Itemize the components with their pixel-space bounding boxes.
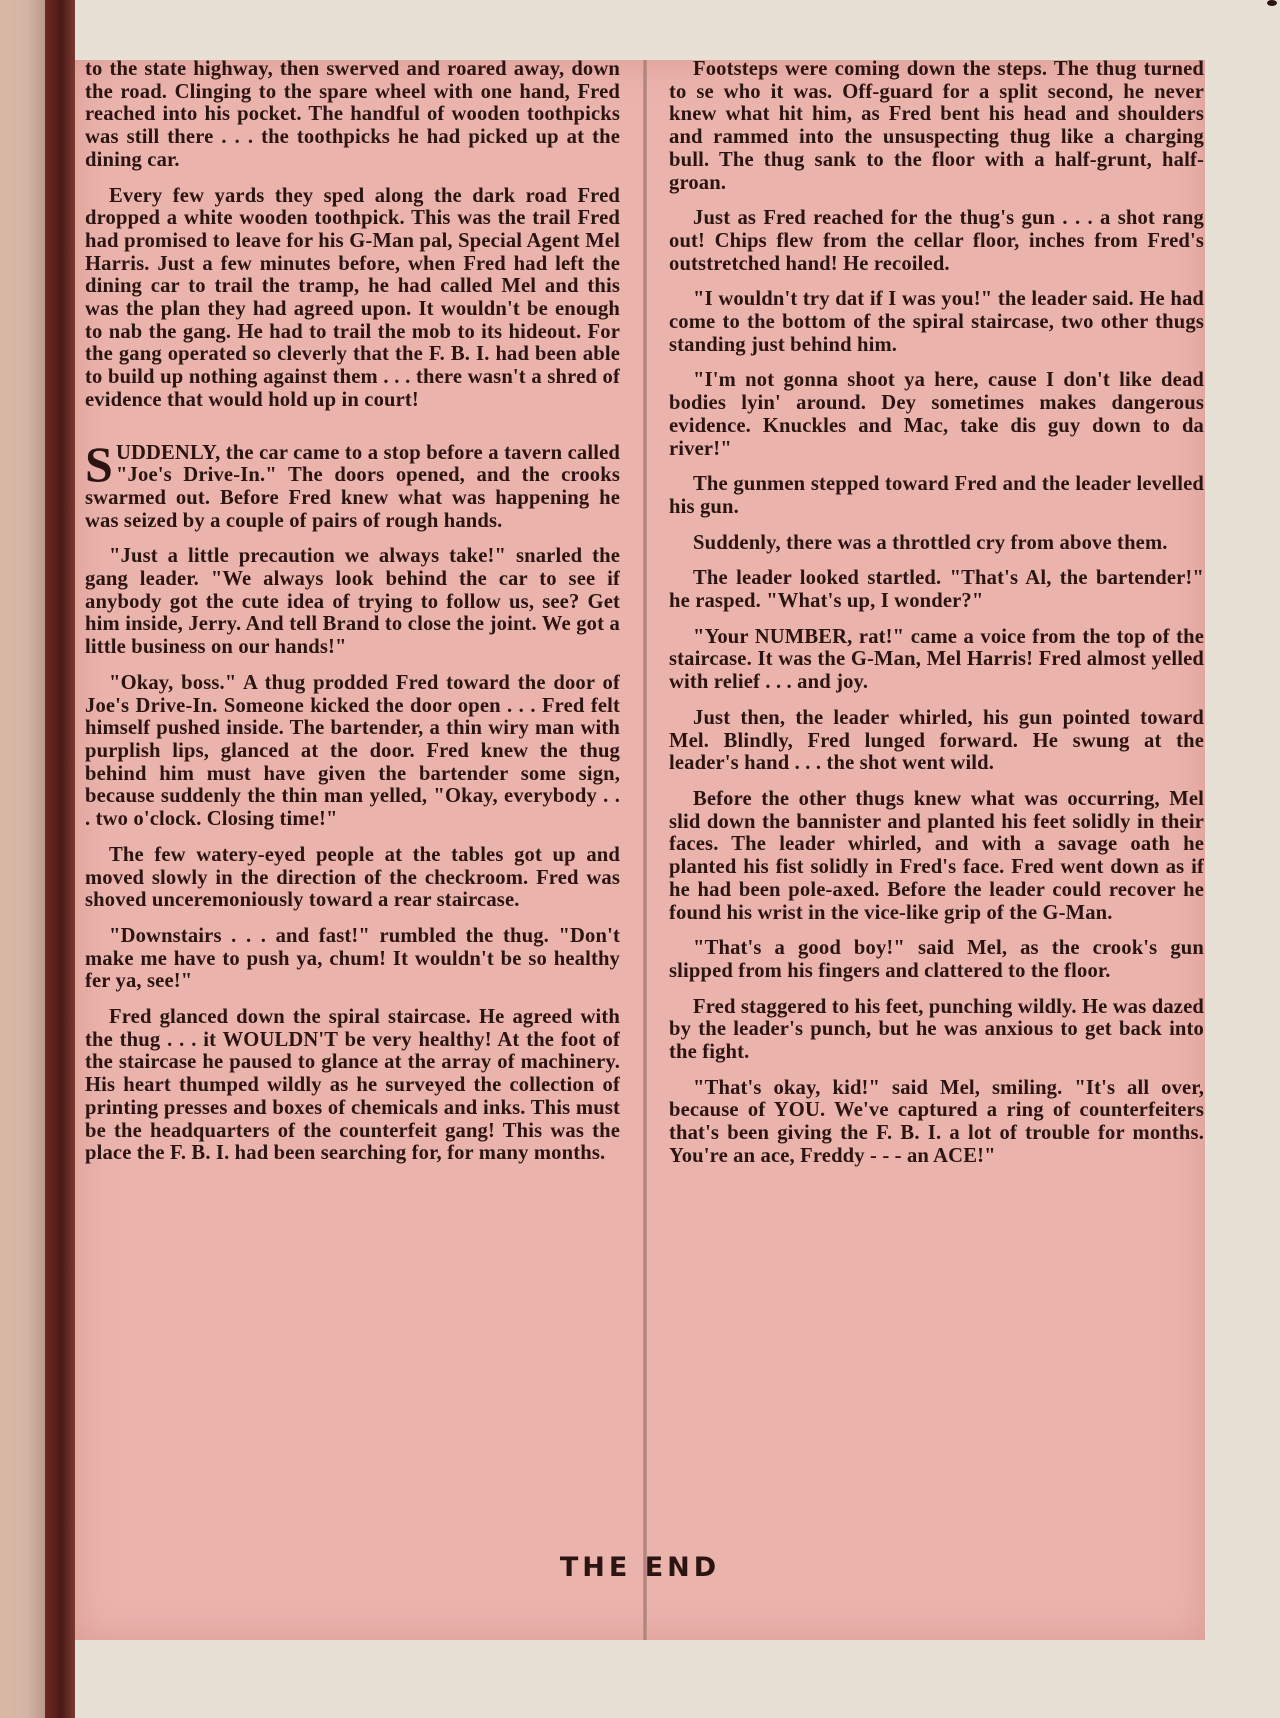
paragraph: Fred glanced down the spiral staircase. He agreed with the thug . . . it WOULDN'T be very healthy! At the foot of the staircase he paused to glance at the array of machinery. His heart thumped wildly as he surveyed the collection of printing presses and boxes of chemicals and inks. This must be the headquarters of the counterfeit gang! This was the place the F. B. I. had been searching for, for many months. [85, 1006, 620, 1165]
paragraph: "I wouldn't try dat if I was you!" the leader said. He had come to the bottom of the spiral staircase, two other thugs standing just behind him. [669, 288, 1204, 356]
paragraph: Footsteps were coming down the steps. The thug turned to se who it was. Off-guard for a split second, he never knew what hit him, as Fred bent his head and shoulders and rammed into the unsuspecting thug like a charging bull. The thug sank to the floor with a half-grunt, half-groan. [669, 58, 1204, 194]
paragraph: The leader looked startled. "That's Al, the bartender!" he rasped. "What's up, I wonder?" [669, 567, 1204, 613]
paragraph: to the state highway, then swerved and roared away, down the road. Clinging to the spare wheel with one hand, Fred reached into his pocket. The handful of wooden toothpicks was still there . . . the toothpicks he had picked up at the dining car. [85, 58, 620, 171]
paragraph: "Just a little precaution we always take!" snarled the gang leader. "We always look behind the car to see if anybody got the cute idea of trying to follow us, see? Get him inside, Jerry. And tell Brand to close the joint. We got a little business on our hands!" [85, 545, 620, 659]
paragraph: "Your NUMBER, rat!" came a voice from the top of the staircase. It was the G-Man, Mel Harris! Fred almost yelled with relief . . . and joy. [669, 625, 1204, 694]
paragraph: The few watery-eyed people at the tables got up and moved slowly in the direction of the checkroom. Fred was shoved unceremoniously toward a rear staircase. [85, 843, 620, 912]
paragraph: "That's a good boy!" said Mel, as the crook's gun slipped from his fingers and clattered to the floor. [669, 937, 1204, 982]
story-page [75, 0, 1280, 1718]
paragraph: "That's okay, kid!" said Mel, smiling. "It's all over, because of YOU. We've captured a ring of counterfeiters that's been giving the F. B. I. a lot of trouble for months. You're an ace, Freddy - - - an ACE!" [669, 1076, 1204, 1167]
paragraph: Every few yards they sped along the dark road Fred dropped a white wooden toothpick. This was the trail Fred had promised to leave for his G-Man pal, Special Agent Mel Harris. Just a few minutes before, when Fred had left the dining car to trail the tramp, he had called Mel and this was the plan they had agreed upon. It wouldn't be enough to nab the gang. He had to trail the mob to its hideout. For the gang operated so cleverly that the F. B. I. had been able to build up nothing against them . . . there wasn't a shred of evidence that would hold up in court! [85, 184, 620, 411]
column-divider [643, 60, 647, 1640]
paragraph: The gunmen stepped toward Fred and the leader levelled his gun. [669, 473, 1204, 518]
paragraph: "I'm not gonna shoot ya here, cause I don't like dead bodies lyin' around. Dey sometimes makes dangerous evidence. Knuckles and Mac, take dis guy down to da river!" [669, 369, 1204, 460]
left-text-column [85, 58, 620, 1603]
story-text-panel [75, 60, 1205, 1640]
paragraph: "Okay, boss." A thug prodded Fred toward the door of Joe's Drive-In. Someone kicked the door open . . . Fred felt himself pushed inside. The bartender, a thin wiry man with purplish lips, glanced at the door. Fred knew the thug behind him must have given the bartender some sign, because suddenly the thin man yelled, "Okay, everybody . . . two o'clock. Closing time!" [85, 671, 620, 831]
paragraph: "Downstairs . . . and fast!" rumbled the thug. "Don't make me have to push ya, chum! It wouldn't be so healthy fer ya, see!" [85, 924, 620, 993]
paragraph: Before the other thugs knew what was occurring, Mel slid down the bannister and planted his feet solidly in their faces. The leader whirled, and with a savage oath he planted his fist solidly in Fred's face. Fred went down as if he had been pole-axed. Before the leader could recover he found his wrist in the vice-like grip of the G-Man. [669, 787, 1204, 924]
right-text-column [669, 58, 1204, 1603]
scan-left-margin [0, 0, 45, 1718]
the-end-caption: THE END [559, 1552, 721, 1583]
paragraph: Just then, the leader whirled, his gun pointed toward Mel. Blindly, Fred lunged forward. He swung at the leader's hand . . . the shot went wild. [669, 706, 1204, 775]
paragraph: Fred staggered to his feet, punching wildly. He was dazed by the leader's punch, but he was anxious to get back into the fight. [669, 995, 1204, 1064]
dropcap-letter: S [85, 435, 113, 492]
ink-speck [1267, 0, 1277, 6]
book-spine [45, 0, 75, 1718]
paragraph-text: UDDENLY, the car came to a stop before a tavern called "Joe's Drive-In." The doors opened, and the crooks swarmed out. Before Fred knew what was happening he was seized by a couple of pairs of rough hands. [85, 441, 620, 532]
paragraph: Suddenly, there was a throttled cry from above them. [693, 531, 1168, 554]
paragraph: Just as Fred reached for the thug's gun . . . a shot rang out! Chips flew from the cellar floor, inches from Fred's outstretched hand! He recoiled. [669, 207, 1204, 275]
dropcap-paragraph [85, 435, 620, 533]
